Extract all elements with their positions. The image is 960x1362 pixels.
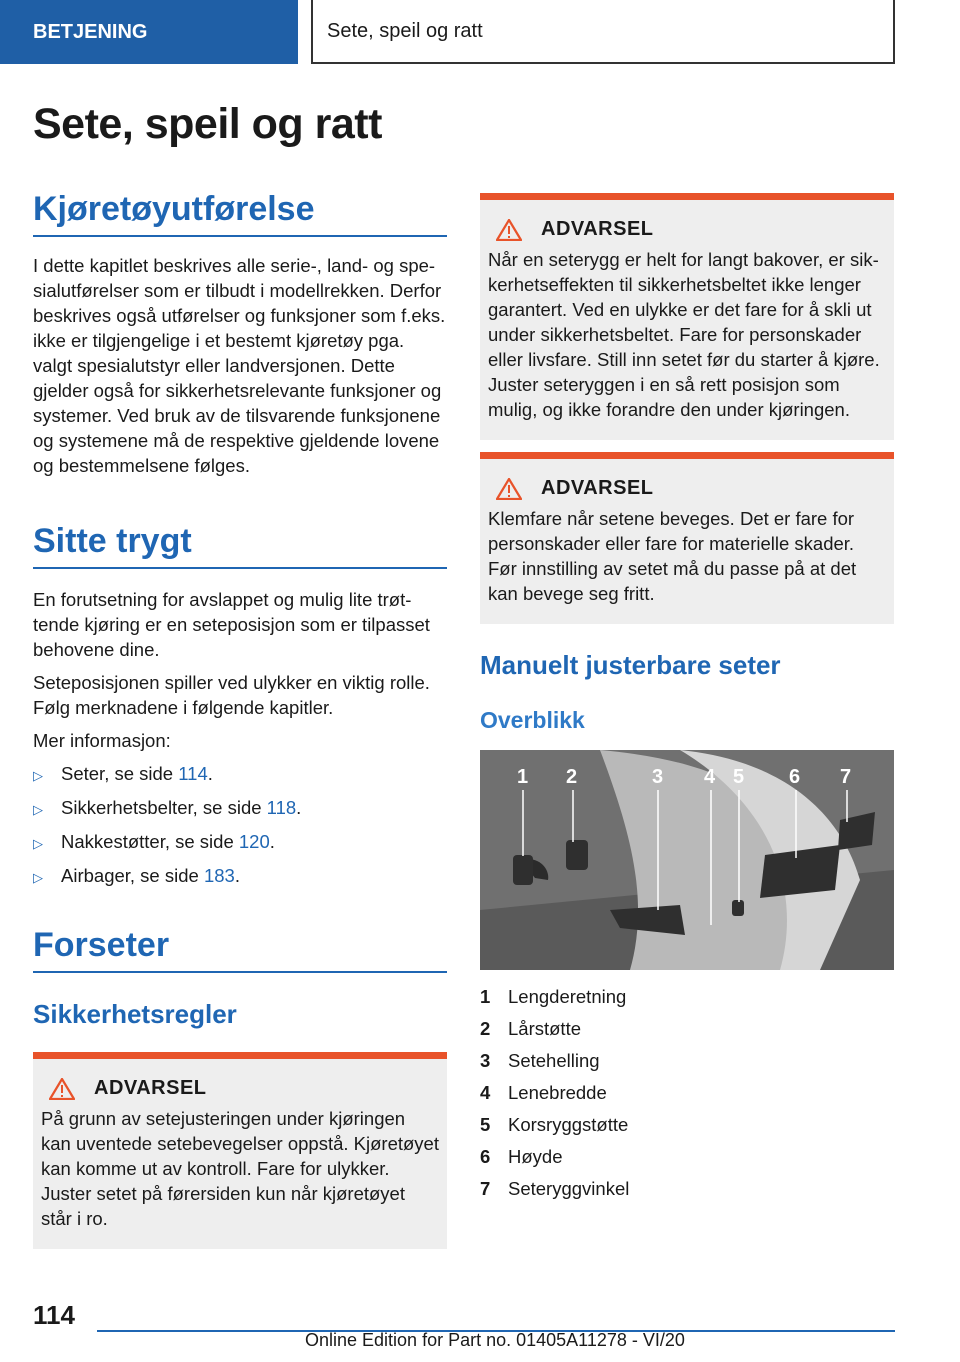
figure-legend: [480, 984, 894, 1201]
figure-number-label: 5: [733, 766, 745, 788]
sit-safely-text-2: Seteposisjonen spiller ved ulykker en viktig rolle. Følg merknadene i følgende kapitler.: [33, 672, 430, 718]
figure-number-label: 3: [652, 766, 664, 788]
triangle-bullet-icon: ▷: [33, 870, 43, 885]
list-item: 2 Lårstøtte: [480, 1018, 581, 1039]
warning-text: Når en seterygg er helt for langt bakover, er sikkerhetseffekten til sikkerhetsbeltet ikke lenger garantert. Ved en ulykke er det fare for å skli ut under sikkerhetsbeltet. Fare for personskader eller livsfare. Still inn setet før du starter å kjøre. Juster seteryggen i en så rett posisjon som mulig, og ikke forandre den under kjøringen.: [488, 249, 880, 420]
list-item: ▷ Seter, se side 114.: [33, 761, 447, 788]
header-section-tab: BETJENING: [0, 0, 298, 64]
triangle-bullet-icon: ▷: [33, 768, 43, 783]
list-item: 4 Lenebredde: [480, 1082, 607, 1103]
page-link[interactable]: 118: [266, 797, 297, 818]
warning-text: På grunn av setejusteringen under kjøringen kan uventede setebevegelser oppstå. Kjøretøyet kan komme ut av kontroll. Fare for ulykker. Juster setet på førersiden kun når kjøretøyet står i ro.: [41, 1108, 439, 1229]
list-item: 3 Setehelling: [480, 1050, 600, 1071]
figure-number-label: 1: [517, 766, 529, 788]
figure-number-label: 7: [840, 766, 852, 788]
warning-box: [33, 1052, 447, 1249]
right-column: [480, 193, 894, 1208]
heading-sit-safely: Sitte trygt: [33, 522, 447, 569]
page-link[interactable]: 183: [203, 865, 235, 886]
figure-number-label: 6: [789, 766, 801, 788]
more-info-list: [33, 761, 447, 890]
list-item: 7 Seteryggvinkel: [480, 1178, 630, 1199]
list-item: ▷ Nakkestøtter, se side 120.: [33, 829, 447, 856]
page-title: Sete, speil og ratt: [33, 100, 382, 148]
warning-title: ADVARSEL: [541, 477, 654, 499]
header-chapter-tab: Sete, speil og ratt: [311, 0, 895, 64]
page-number: 114: [33, 1300, 75, 1330]
page-link[interactable]: 114: [178, 763, 208, 784]
footer-edition: Online Edition for Part no. 01405A11278 - VI/20: [305, 1330, 685, 1350]
warning-box: [480, 193, 894, 440]
warning-title: ADVARSEL: [94, 1077, 207, 1099]
triangle-bullet-icon: ▷: [33, 802, 43, 817]
page-link[interactable]: 120: [238, 831, 270, 852]
list-item: 1 Lengderetning: [480, 986, 627, 1007]
list-item: 6 Høyde: [480, 1146, 563, 1167]
heading-safety-rules: Sikkerhetsregler: [33, 999, 237, 1029]
heading-vehicle-version: Kjøretøyutførelse: [33, 190, 447, 237]
warning-title: ADVARSEL: [541, 218, 654, 240]
figure-number-label: 2: [566, 766, 578, 788]
list-item: ▷ Sikkerhetsbelter, se side 118.: [33, 795, 447, 822]
vehicle-version-text: I dette kapitlet beskrives alle serie-, land- og spesialutførelser som er tilbudt i modellrekken. Derfor beskrives også utførelser og funksjoner som f.eks. ikke er tilgjengelige i et bestemt kjøretøy pga. valgt spesialutstyr eller landversjonen. Dette gjelder også for sikkerhetsrelevante funksjoner og systemer. Ved bruk av de tilsvarende funksjonene og systemene må de respektive gjeldende lovene og bestemmelsene følges.: [33, 255, 446, 476]
heading-overview: Overblikk: [480, 707, 585, 733]
figure-number-label: 4: [704, 766, 716, 788]
warning-triangle-icon: [49, 1078, 75, 1100]
warning-triangle-icon: [496, 478, 522, 500]
triangle-bullet-icon: ▷: [33, 836, 43, 851]
left-column: [33, 190, 447, 1249]
heading-manual-seats: Manuelt justerbare seter: [480, 650, 781, 680]
sit-safely-text-1: En forutsetning for avslappet og mulig lite trøttende kjøring er en seteposisjon som er tilpasset behovene dine.: [33, 589, 430, 660]
more-info-label: Mer informasjon:: [33, 730, 171, 751]
warning-box: [480, 452, 894, 624]
list-item: ▷ Airbager, se side 183.: [33, 863, 447, 890]
list-item: 5 Korsryggstøtte: [480, 1114, 629, 1135]
heading-front-seats: Forseter: [33, 926, 447, 973]
seat-controls-image: [480, 750, 894, 970]
warning-text: Klemfare når setene beveges. Det er fare for personskader eller fare for materielle skader. Før innstilling av setet må du passe på at det kan bevege seg fritt.: [488, 508, 857, 604]
warning-triangle-icon: [496, 219, 522, 241]
